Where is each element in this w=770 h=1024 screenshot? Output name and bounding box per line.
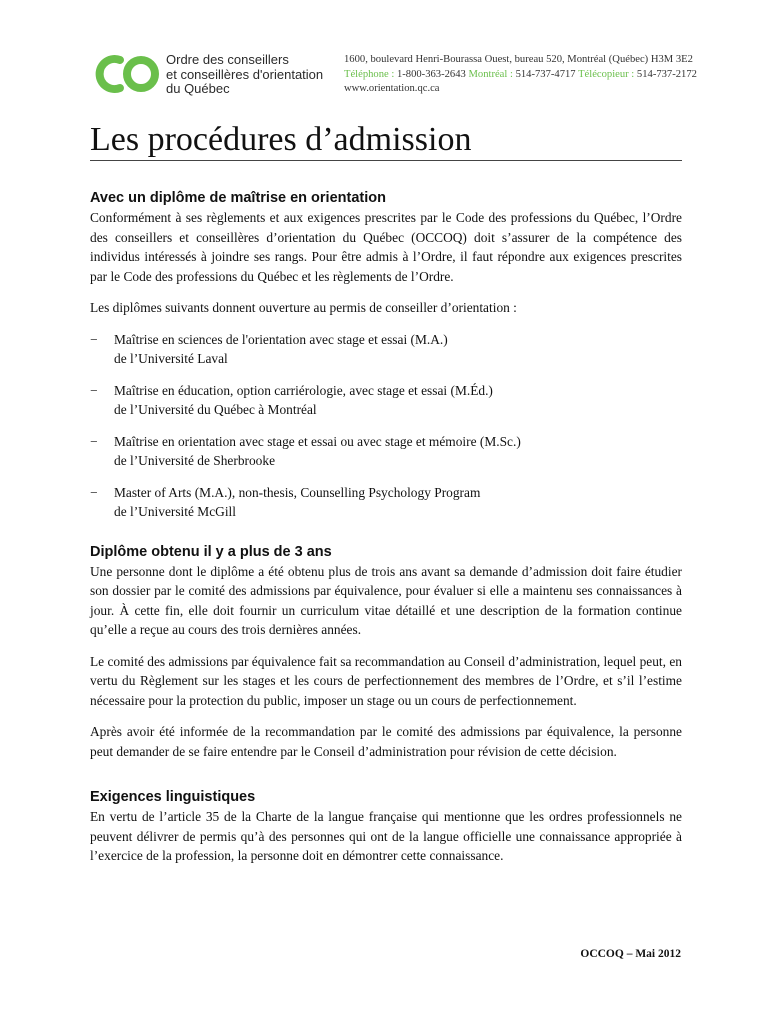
title-divider — [90, 160, 682, 161]
occoq-logo — [90, 52, 160, 96]
phone-line — [344, 68, 704, 83]
montreal-value: 514-737-4717 — [515, 68, 576, 80]
dash-bullet-icon: − — [90, 484, 98, 500]
phone-label: Téléphone : — [344, 68, 395, 80]
phone-value: 1-800-363-2643 — [396, 68, 466, 80]
letterhead — [90, 52, 697, 102]
paragraph: En vertu de l’article 35 de la Charte de la langue française qui mentionne que les ordres professionnels ne peuvent délivrer de permis qu’à des personnes qui ont de la langue officielle une connaissance appropriée à l’exercice de la profession, la personne doit en démontrer cette connaissance. — [90, 809, 682, 863]
degree-university: de l’Université de Sherbrooke — [114, 453, 276, 468]
section-heading: Avec un diplôme de maîtrise en orientation — [90, 190, 386, 206]
list-item — [90, 432, 682, 471]
org-name-line-2: et conseillères d'orientation — [166, 66, 324, 82]
paragraph: Le comité des admissions par équivalence fait sa recommandation au Conseil d’administration, lequel peut, en vertu du Règlement sur les stages et les cours de perfectionnement des membres de l’Ordre, et s’il l’estime nécessaire pour la protection du public, imposer un stage ou un cours de perfectionnement. — [90, 653, 682, 708]
section-language-requirements — [90, 789, 682, 866]
dash-bullet-icon: − — [90, 433, 98, 449]
section-heading: Exigences linguistiques — [90, 789, 256, 805]
page-title: Les procédures d’admission — [90, 121, 472, 158]
section-older-diploma — [90, 544, 682, 762]
degree-title: Maîtrise en sciences de l'orientation avec stage et essai (M.A.) — [114, 331, 448, 347]
degree-list — [90, 330, 682, 522]
address: 1600, boulevard Henri-Bourassa Ouest, bureau 520, Montréal (Québec) H3M 3E2 — [344, 54, 693, 65]
degree-title: Maîtrise en orientation avec stage et essai ou avec stage et mémoire (M.Sc.) — [114, 433, 521, 449]
list-item — [90, 381, 682, 420]
degree-university: de l’Université Laval — [114, 351, 228, 366]
footer-date: OCCOQ – Mai 2012 — [580, 948, 681, 960]
list-item — [90, 330, 682, 369]
section-masters-degree — [90, 190, 682, 522]
dash-bullet-icon: − — [90, 331, 98, 347]
fax-label: Télécopieur : — [578, 68, 635, 80]
org-name-line-3: du Québec — [166, 81, 230, 96]
paragraph: Après avoir été informée de la recommandation par le comité des admissions par équivalence, la personne peut demander de se faire entendre par le Conseil d’administration pour révision de cette décision. — [90, 724, 682, 759]
paragraph: Les diplômes suivants donnent ouverture au permis de conseiller d’orientation : — [90, 300, 517, 315]
contact-block — [344, 53, 704, 97]
degree-title: Maîtrise en éducation, option carriérologie, avec stage et essai (M.Éd.) — [114, 382, 493, 398]
montreal-label: Montréal : — [468, 68, 513, 80]
paragraph: Une personne dont le diplôme a été obtenu plus de trois ans avant sa demande d’admission doit faire étudier son dossier par le comité des admissions par équivalence, pour évaluer si elle a maintenu ses connaissances à jour. À cette fin, elle doit fournir un curriculum vitae détaillé et une description de la formation continue qu’elle a reçue au cours des trois dernières années. — [90, 563, 682, 637]
dash-bullet-icon: − — [90, 382, 98, 398]
website-link[interactable]: www.orientation.qc.ca — [344, 83, 440, 94]
org-name-line-1: Ordre des conseillers — [166, 52, 289, 67]
degree-university: de l’Université du Québec à Montréal — [114, 402, 317, 417]
list-item — [90, 483, 682, 522]
degree-university: de l’Université McGill — [114, 504, 236, 519]
paragraph: Conformément à ses règlements et aux exigences prescrites par le Code des professions du Québec, l’Ordre des conseillers et conseillères d’orientation du Québec (OCCOQ) doit s’assurer de la compétence des individus intéressés à joindre ses rangs. Pour être admis à l’Ordre, il faut répondre aux exigences prescrites par le Code des professions du Québec et les règlements de l’Ordre. — [90, 210, 682, 284]
fax-value: 514-737-2172 — [636, 68, 697, 80]
degree-title: Master of Arts (M.A.), non-thesis, Counselling Psychology Program — [114, 484, 481, 500]
document-body — [90, 190, 682, 878]
section-heading: Diplôme obtenu il y a plus de 3 ans — [90, 543, 332, 560]
